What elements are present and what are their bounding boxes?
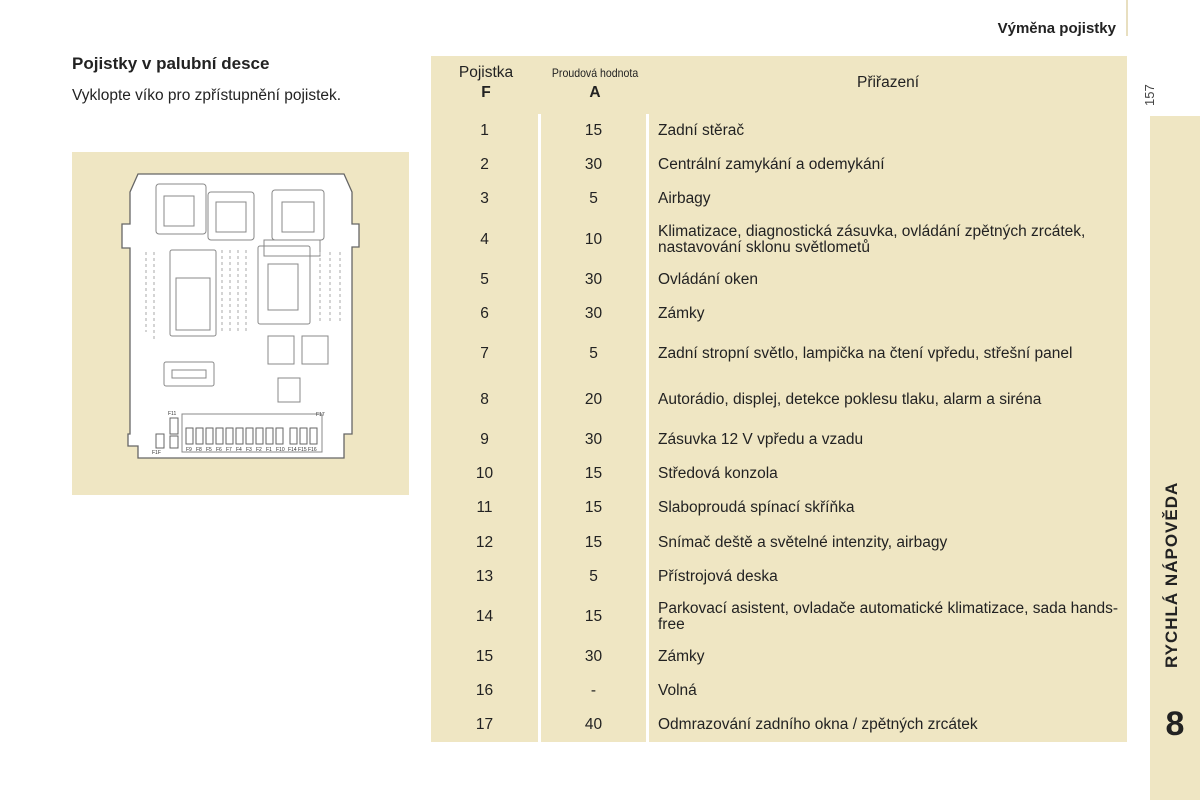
fuse-number: 9	[431, 423, 541, 457]
header-divider	[1126, 0, 1128, 36]
fuse-slot	[276, 428, 283, 444]
fuse-slot	[206, 428, 213, 444]
fuse-number: 2	[431, 148, 541, 182]
fuse-amps: 5	[541, 182, 649, 216]
fuse-amps: 5	[541, 560, 649, 594]
page-header-title: Výměna pojistky	[997, 20, 1116, 37]
fuse-assignment: Zadní stěrač	[649, 114, 1127, 148]
table-row	[431, 297, 1127, 331]
table-row	[431, 594, 1127, 640]
table-row	[431, 457, 1127, 491]
section-instruction: Vyklopte víko pro zpřístupnění pojistek.	[72, 87, 342, 104]
page-number: 157	[1142, 84, 1157, 106]
fuse-assignment: Středová konzola	[649, 457, 1127, 491]
fuse-label: F9	[186, 447, 192, 453]
fuse-amps: 15	[541, 526, 649, 560]
fuse-assignment: Autorádio, displej, detekce poklesu tlaku, alarm a siréna	[649, 377, 1127, 423]
fuse-slot	[310, 428, 317, 444]
fuse-assignment: Ovládání oken	[649, 263, 1127, 297]
fuse-number: 4	[431, 217, 541, 263]
fuse-amps: 5	[541, 331, 649, 377]
fuse-amps: 15	[541, 457, 649, 491]
fuse-slot	[226, 428, 233, 444]
table-row	[431, 491, 1127, 525]
fuse-number: 1	[431, 114, 541, 148]
fuse-amps: 30	[541, 423, 649, 457]
fuse-assignment: Zámky	[649, 640, 1127, 674]
table-row	[431, 377, 1127, 423]
fuse-slot	[236, 428, 243, 444]
fuse-assignment: Zásuvka 12 V vpředu a vzadu	[649, 423, 1127, 457]
fuse-amps: 20	[541, 377, 649, 423]
table-row	[431, 217, 1127, 263]
table-row	[431, 114, 1127, 148]
column-header-current	[541, 56, 649, 109]
fuse-number: 13	[431, 560, 541, 594]
fuse-box-diagram	[72, 152, 409, 495]
fuse-label: F6	[216, 447, 222, 453]
fuse-number: 16	[431, 674, 541, 708]
table-row	[431, 640, 1127, 674]
current-header-unit: A	[589, 83, 601, 101]
fuse-number: 14	[431, 594, 541, 640]
fuse-number: 8	[431, 377, 541, 423]
fuse-label: F5	[206, 447, 212, 453]
chapter-number: 8	[1165, 705, 1185, 743]
fuse-number: 11	[431, 491, 541, 525]
table-row	[431, 263, 1127, 297]
fuse-amps: 30	[541, 297, 649, 331]
fuse-slot	[216, 428, 223, 444]
fuse-label: F1	[266, 447, 272, 453]
table-row	[431, 674, 1127, 708]
fuse-assignment: Centrální zamykání a odemykání	[649, 148, 1127, 182]
fuse-slot	[170, 436, 178, 448]
fuse-amps: 40	[541, 708, 649, 742]
fuse-number: 15	[431, 640, 541, 674]
fuse-label: F2	[256, 447, 262, 453]
fuse-label: F7	[226, 447, 232, 453]
fuse-assignment: Snímač deště a světelné intenzity, airbagy	[649, 526, 1127, 560]
fuse-label: F3	[246, 447, 252, 453]
fuse-assignment: Klimatizace, diagnostická zásuvka, ovládání zpětných zrcátek, nastavování sklonu světlometů	[649, 217, 1127, 263]
fuse-amps: 30	[541, 148, 649, 182]
table-row	[431, 331, 1127, 377]
fuse-header-title: Pojistka	[458, 63, 514, 81]
fuse-assignment-table	[431, 56, 1127, 742]
fuse-amps: 30	[541, 640, 649, 674]
fuse-box-diagram-panel	[72, 152, 409, 495]
table-row	[431, 148, 1127, 182]
fuse-amps: 15	[541, 491, 649, 525]
fuse-number: 3	[431, 182, 541, 216]
fuse-slot	[170, 418, 178, 434]
chapter-side-tab	[1150, 116, 1200, 800]
fuse-label: F11	[168, 411, 177, 417]
current-header-title: Proudová hodnota	[551, 65, 639, 80]
fuse-label: F17	[316, 412, 325, 418]
fuse-number: 17	[431, 708, 541, 742]
fuse-label: F15	[298, 447, 307, 453]
column-header-fuse	[431, 56, 541, 109]
fuse-amps: 15	[541, 114, 649, 148]
fuse-assignment: Airbagy	[649, 182, 1127, 216]
fuse-assignment: Zadní stropní světlo, lampička na čtení vpředu, střešní panel	[649, 331, 1127, 377]
table-row	[431, 182, 1127, 216]
fuse-amps: 30	[541, 263, 649, 297]
fuse-slot	[246, 428, 253, 444]
fuse-assignment: Přístrojová deska	[649, 560, 1127, 594]
fuse-assignment: Odmrazování zadního okna / zpětných zrcátek	[649, 708, 1127, 742]
fuse-label: F14	[288, 447, 297, 453]
fuse-slot	[266, 428, 273, 444]
fuse-number: 12	[431, 526, 541, 560]
column-header-assignment: Přiřazení	[649, 56, 1127, 109]
fuse-slot	[256, 428, 263, 444]
table-row	[431, 423, 1127, 457]
fuse-label: F16	[308, 447, 317, 453]
fuse-assignment: Parkovací asistent, ovladače automatické klimatizace, sada hands-free	[649, 594, 1127, 640]
table-row	[431, 560, 1127, 594]
fuse-assignment: Slaboproudá spínací skříňka	[649, 491, 1127, 525]
fuse-slot	[300, 428, 307, 444]
table-row	[431, 526, 1127, 560]
fuse-slot	[186, 428, 193, 444]
fuse-label: F8	[196, 447, 202, 453]
fuse-number: 6	[431, 297, 541, 331]
chapter-tab-label: RYCHLÁ NÁPOVĚDA	[1162, 481, 1181, 669]
fuse-slot	[290, 428, 297, 444]
fuse-assignment: Volná	[649, 674, 1127, 708]
fuse-number: 7	[431, 331, 541, 377]
fuse-number: 10	[431, 457, 541, 491]
fuse-slot	[156, 434, 164, 448]
fuse-label: F10	[276, 447, 285, 453]
fuse-header-unit: F	[481, 83, 491, 101]
fuse-amps: 15	[541, 594, 649, 640]
table-row	[431, 708, 1127, 742]
fuse-amps: 10	[541, 217, 649, 263]
section-heading: Pojistky v palubní desce	[72, 54, 270, 73]
fuse-label: F4	[236, 447, 242, 453]
fuse-assignment: Zámky	[649, 297, 1127, 331]
fuse-amps: -	[541, 674, 649, 708]
fuse-number: 5	[431, 263, 541, 297]
fuse-label: F1F	[152, 450, 161, 456]
fuse-slot	[196, 428, 203, 444]
